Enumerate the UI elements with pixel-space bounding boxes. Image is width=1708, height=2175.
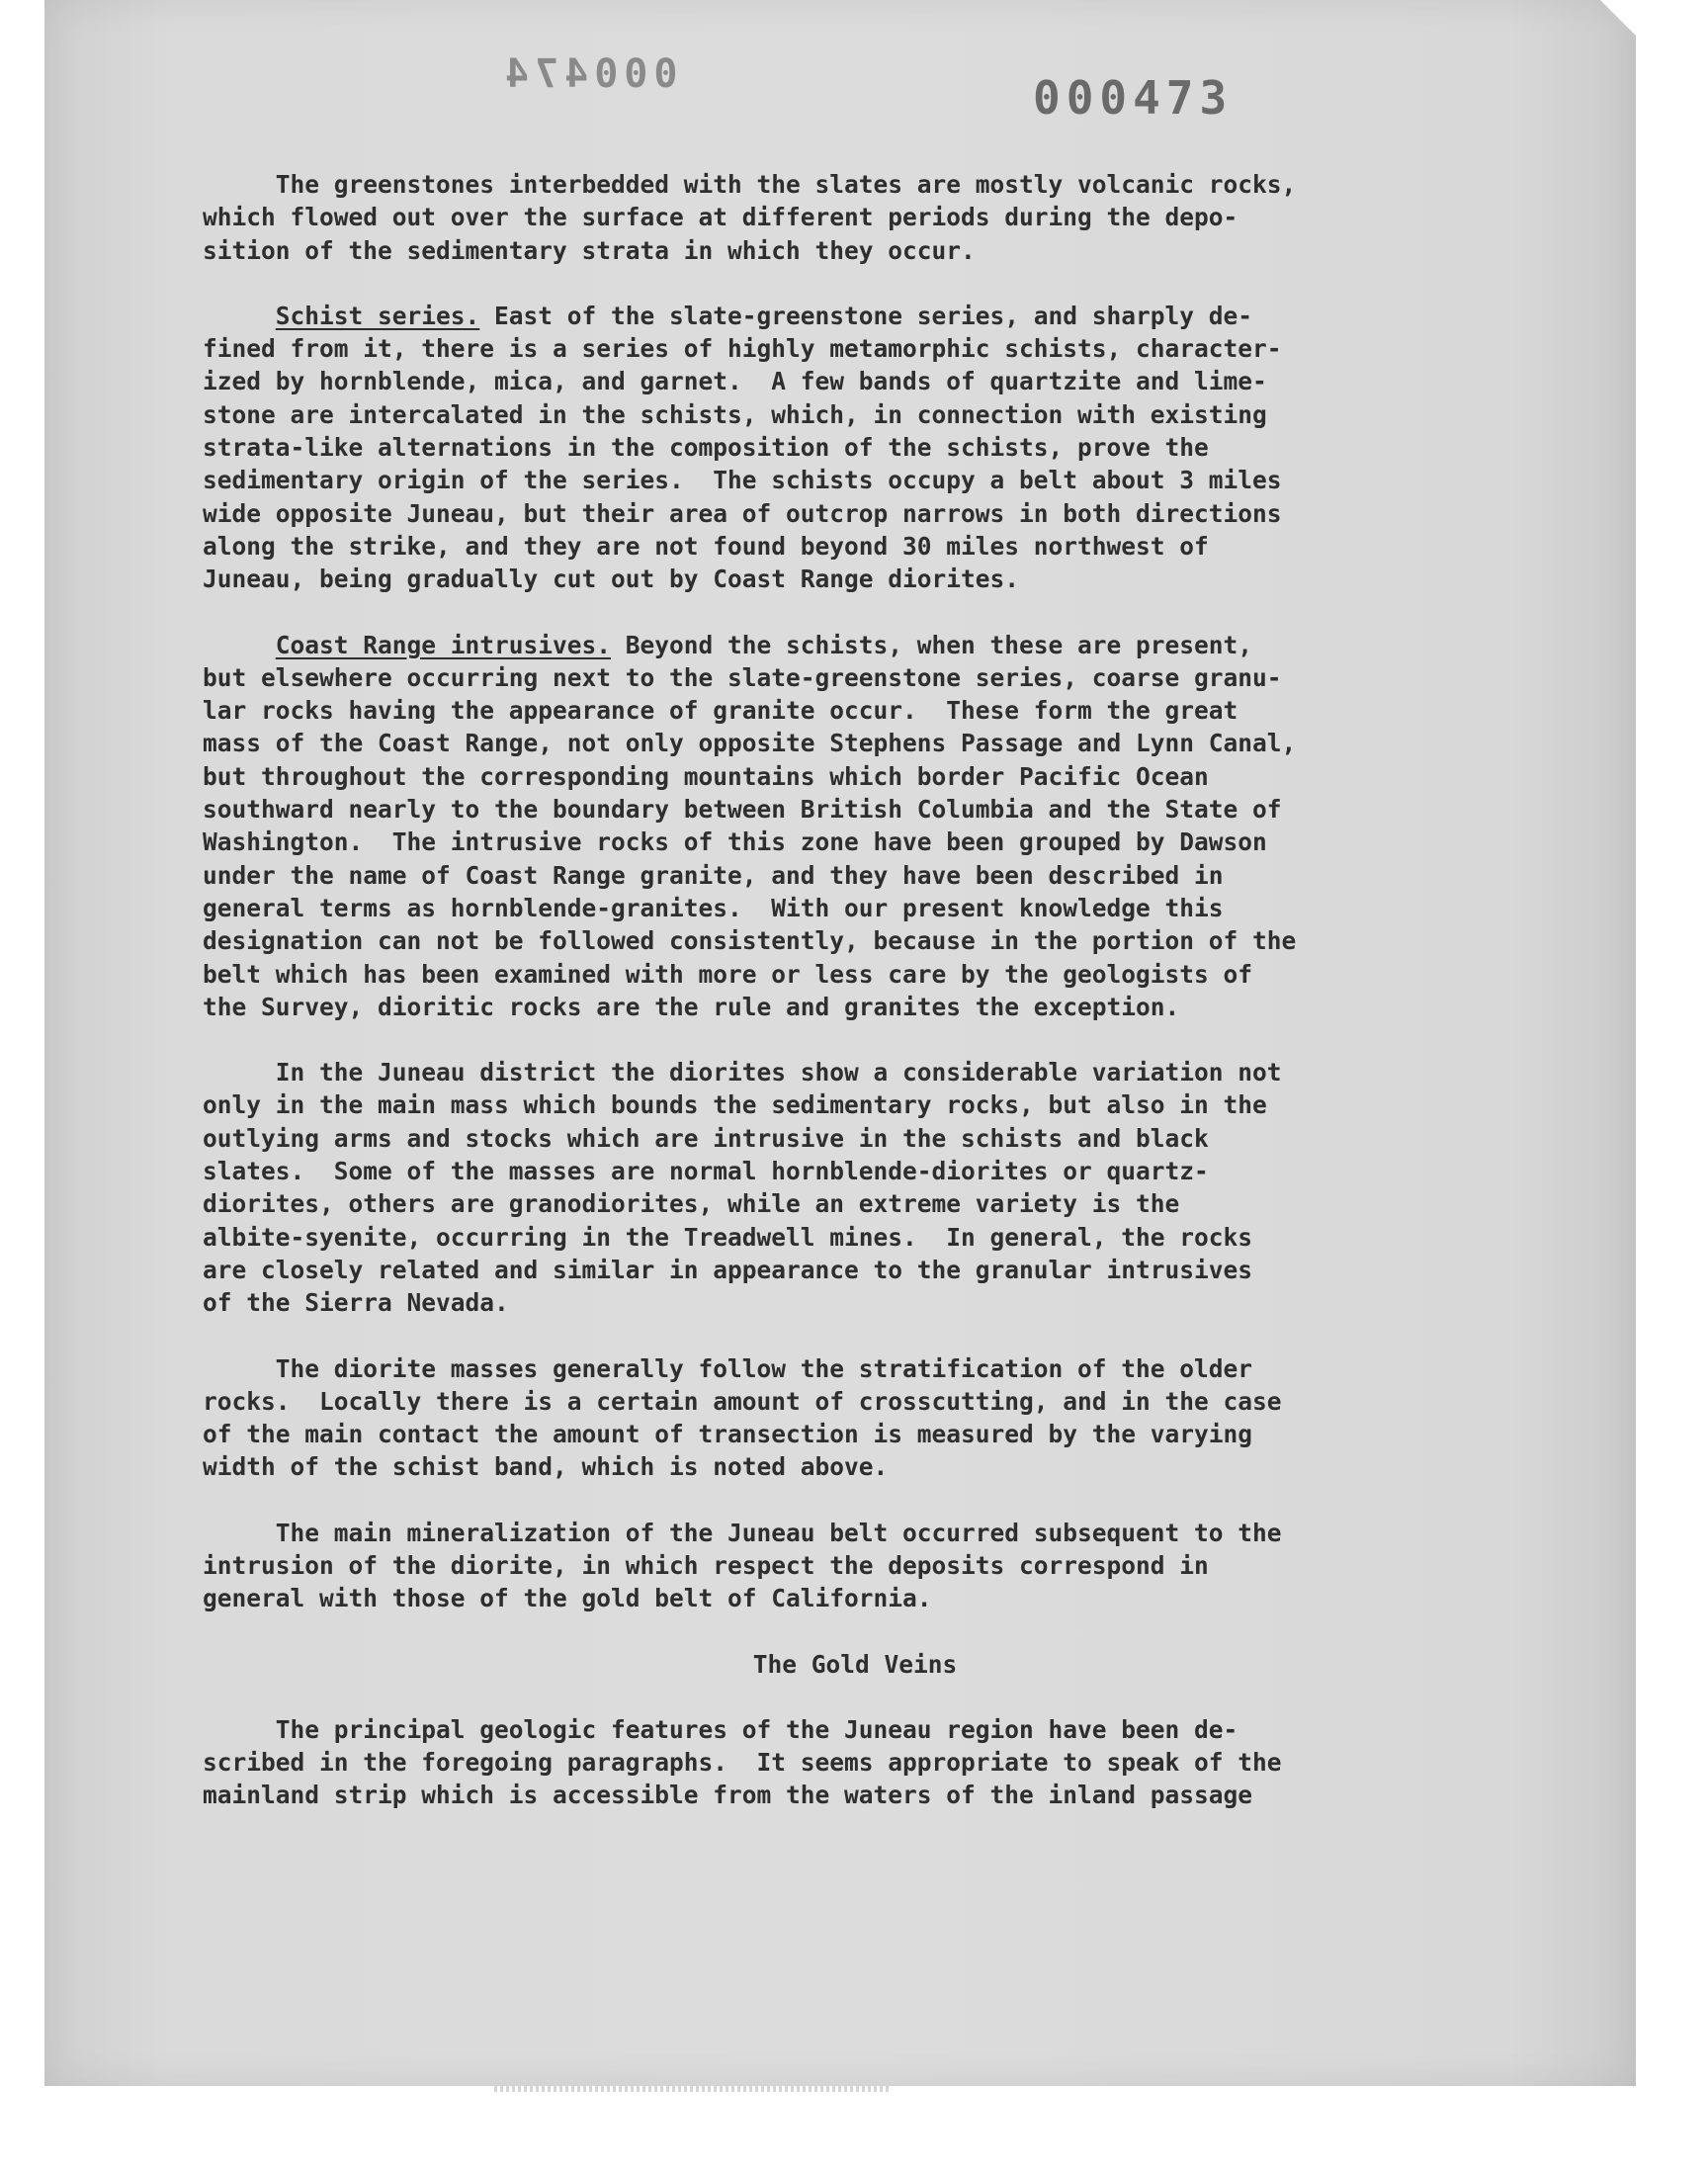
text-line: stone are intercalated in the schists, which, in connection with existing: [203, 399, 1267, 429]
section-heading-schist-series: Schist series.: [275, 301, 480, 330]
text-line: strata-like alternations in the composition of the schists, prove the: [203, 433, 1209, 463]
text-line: designation can not be followed consistently, because in the portion of the: [203, 926, 1297, 956]
text-line: albite-syenite, occurring in the Treadwell mines. In general, the rocks: [203, 1222, 1253, 1252]
section-heading-coast-range-intrusives: Coast Range intrusives.: [275, 630, 612, 659]
text-line: The main mineralization of the Juneau belt occurred subsequent to the: [203, 1518, 1282, 1547]
text-line: are closely related and similar in appearance to the granular intrusives: [203, 1255, 1253, 1284]
text-line: [203, 629, 1507, 661]
scanned-page: [44, 0, 1636, 2086]
text-line: lar rocks having the appearance of granite occur. These form the great: [203, 696, 1238, 726]
text-line: In the Juneau district the diorites show a considerable variation not: [203, 1058, 1282, 1088]
paragraph-diorite-masses: [203, 1352, 1507, 1484]
text-line: general with those of the gold belt of California.: [203, 1584, 932, 1613]
text-line: of the Sierra Nevada.: [203, 1288, 509, 1318]
text-line: only in the main mass which bounds the sedimentary rocks, but also in the: [203, 1090, 1267, 1120]
text-line: belt which has been examined with more or less care by the geologists of: [203, 959, 1253, 989]
text-line: ized by hornblende, mica, and garnet. A few bands of quartzite and lime-: [203, 367, 1267, 396]
text-line: Washington. The intrusive rocks of this zone have been grouped by Dawson: [203, 827, 1267, 857]
text-line: width of the schist band, which is noted above.: [203, 1452, 889, 1482]
text-line: wide opposite Juneau, but their area of outcrop narrows in both directions: [203, 498, 1282, 528]
page-stamp-mirrored: 000474: [499, 51, 678, 97]
text-line: but throughout the corresponding mountains which border Pacific Ocean: [203, 761, 1209, 791]
text-line: but elsewhere occurring next to the slate-greenstone series, coarse granu-: [203, 662, 1282, 692]
text-line: diorites, others are granodiorites, while an extreme variety is the: [203, 1189, 1180, 1219]
text-fragment: East of the slate-greenstone series, and sharply de-: [479, 301, 1253, 330]
text-line: which flowed out over the surface at different periods during the depo-: [203, 203, 1238, 232]
text-line: under the name of Coast Range granite, and they have been described in: [203, 860, 1224, 890]
text-line: The principal geologic features of the Juneau region have been de-: [203, 1714, 1238, 1744]
paragraph-main-mineralization: [203, 1517, 1507, 1615]
text-line: mainland strip which is accessible from the waters of the inland passage: [203, 1781, 1253, 1810]
page-corner-fold: [1600, 0, 1636, 36]
text-line: of the main contact the amount of transection is measured by the varying: [203, 1420, 1253, 1449]
text-line: sition of the sedimentary strata in which they occur.: [203, 235, 976, 265]
document-body: [203, 168, 1507, 1845]
paragraph-principal-features: [203, 1713, 1507, 1812]
section-title-gold-veins: The Gold Veins: [752, 1649, 958, 1679]
text-line: [203, 300, 1507, 332]
text-line: along the strike, and they are not found beyond 30 miles northwest of: [203, 531, 1209, 561]
page-number-stamp: 000473: [1033, 71, 1234, 125]
paragraph-schist-series: [203, 300, 1507, 596]
scan-edge-artifact: [494, 2086, 890, 2092]
text-fragment: Beyond the schists, when these are present,: [611, 630, 1253, 659]
text-line: fined from it, there is a series of highly metamorphic schists, character-: [203, 334, 1282, 364]
paragraph-coast-range-intrusives: [203, 629, 1507, 1024]
text-line: general terms as hornblende-granites. With our present knowledge this: [203, 893, 1224, 922]
text-line: southward nearly to the boundary between British Columbia and the State of: [203, 795, 1282, 825]
text-line: scribed in the foregoing paragraphs. It seems appropriate to speak of the: [203, 1748, 1282, 1778]
text-line: Juneau, being gradually cut out by Coast Range diorites.: [203, 565, 1020, 594]
text-line: The diorite masses generally follow the stratification of the older: [203, 1353, 1253, 1383]
text-line: the Survey, dioritic rocks are the rule and granites the exception.: [203, 992, 1180, 1021]
text-line: rocks. Locally there is a certain amount of crosscutting, and in the case: [203, 1386, 1282, 1416]
paragraph-greenstones: [203, 168, 1507, 267]
paragraph-juneau-district: [203, 1056, 1507, 1319]
text-line: intrusion of the diorite, in which respect the deposits correspond in: [203, 1550, 1209, 1580]
text-line: sedimentary origin of the series. The schists occupy a belt about 3 miles: [203, 466, 1282, 495]
text-line: outlying arms and stocks which are intrusive in the schists and black: [203, 1123, 1209, 1153]
text-line: slates. Some of the masses are normal hornblende-diorites or quartz-: [203, 1157, 1209, 1186]
text-line: mass of the Coast Range, not only opposite Stephens Passage and Lynn Canal,: [203, 729, 1297, 758]
text-line: The greenstones interbedded with the slates are mostly volcanic rocks,: [203, 170, 1297, 199]
